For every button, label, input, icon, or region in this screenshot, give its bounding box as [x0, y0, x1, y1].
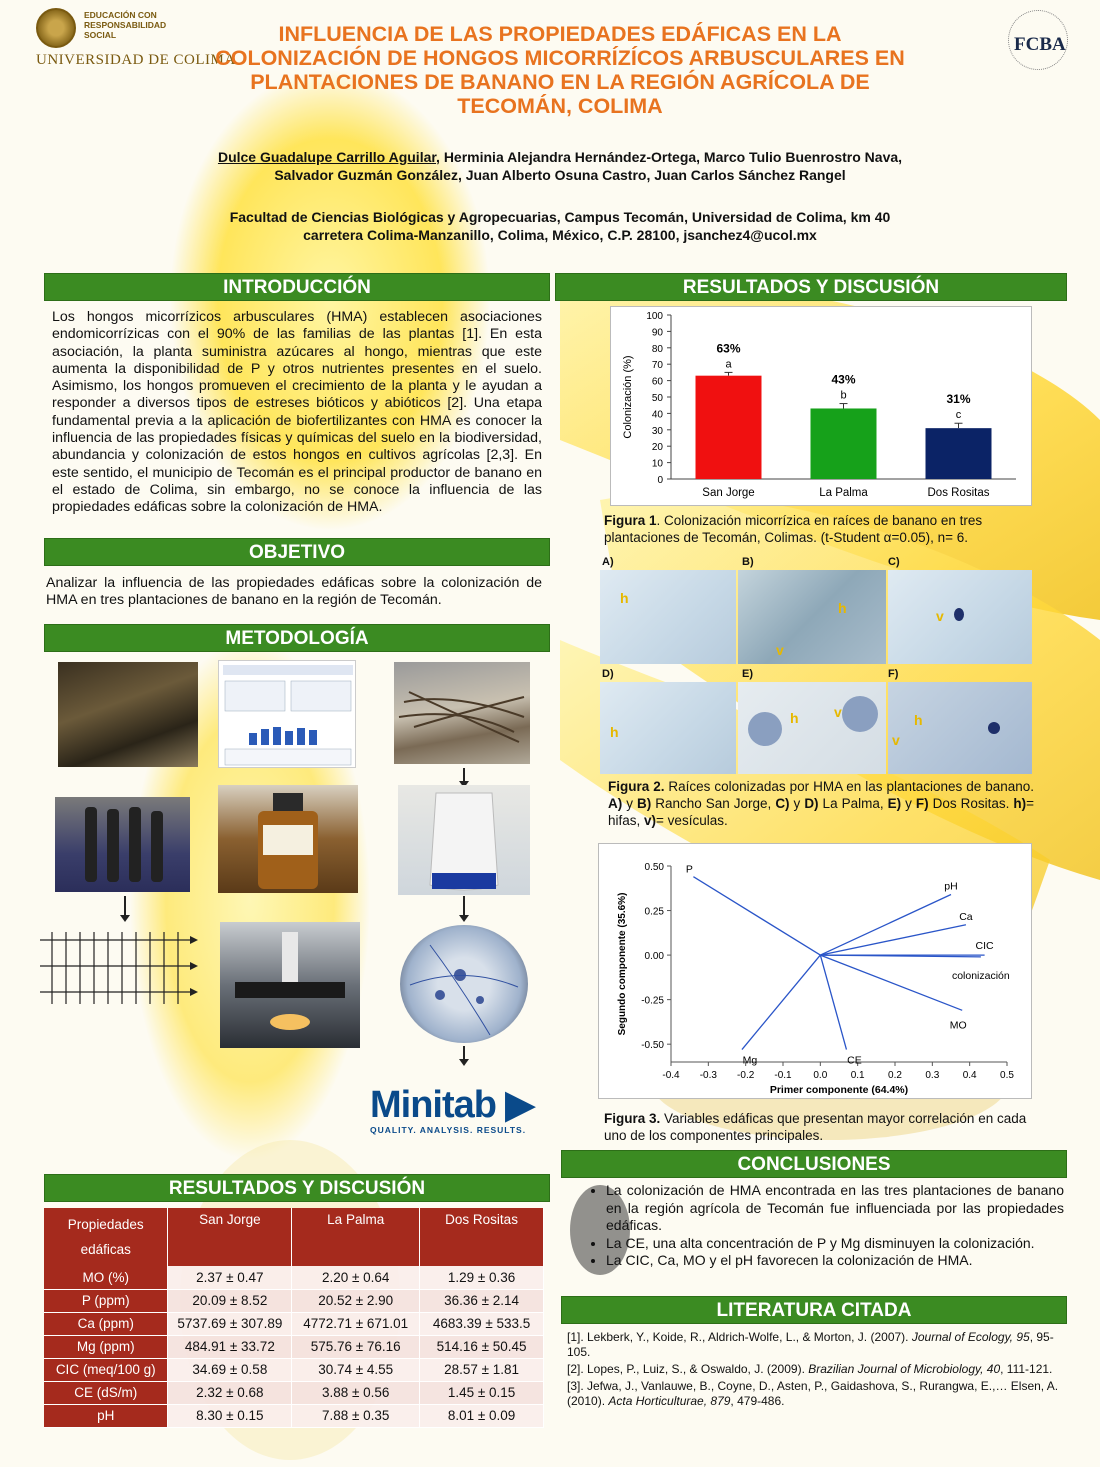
row-label: CIC (meq/100 g): [44, 1358, 168, 1381]
reference-item: [567, 1379, 1065, 1409]
cell-value: 514.16 ± 50.45: [420, 1335, 544, 1358]
cell-value: 2.20 ± 0.64: [292, 1266, 420, 1289]
reference-journal: Acta Horticulturae, 879: [608, 1394, 731, 1408]
y-tick-label: 0.25: [644, 906, 664, 918]
list-item: • La CE, una alta concentración de P y Mg disminuyen la colonización.: [606, 1235, 1064, 1253]
cell-value: 2.37 ± 0.47: [168, 1266, 292, 1289]
cell-value: 5737.69 ± 307.89: [168, 1312, 292, 1335]
caption-part: F): [915, 796, 929, 811]
x-tick-label: 0.4: [962, 1070, 977, 1081]
cell-value: 30.74 ± 4.55: [292, 1358, 420, 1381]
figure1-label: Figura 1: [604, 513, 657, 528]
logo-tagline: EDUCACIÓN CON RESPONSABILIDAD SOCIAL: [84, 10, 167, 40]
table-row: [44, 1358, 544, 1381]
y-tick-label: 60: [651, 376, 663, 388]
caption-part: C): [775, 796, 790, 811]
row-label: MO (%): [44, 1266, 168, 1289]
col-header-san-jorge: San Jorge: [168, 1208, 292, 1266]
vesicle-icon: [988, 722, 1000, 734]
figure1-bar-chart: [610, 306, 1032, 506]
soil-properties-table: [44, 1208, 544, 1428]
minitab-name: Minitab: [370, 1084, 496, 1126]
x-tick-label: Dos Rositas: [927, 487, 990, 499]
figure1-caption-text: . Colonización micorrízica en raíces de banano en tres plantaciones de Tecomán, Colimas. (t-Student α=0.05), n= 6.: [604, 513, 983, 545]
panel-label-f: F): [888, 668, 899, 680]
caption-part: v): [644, 813, 657, 828]
bar-chart-svg: [611, 307, 1031, 505]
grid-lines-icon: [40, 928, 200, 1010]
roots-icon: [394, 662, 530, 764]
list-item: • La colonización de HMA encontrada en las tres plantaciones de banano en la región agrícola de Tecomán fue influenciada por las propiedades edáficas.: [606, 1182, 1064, 1235]
reference-item: [567, 1330, 1065, 1360]
caption-part: Raíces colonizadas por HMA en las plantaciones de banano.: [664, 779, 1034, 794]
results-right-heading: RESULTADOS Y DISCUSIÓN: [555, 273, 1067, 301]
university-seal-icon: [36, 8, 76, 48]
list-item: • La CIC, Ca, MO y el pH favorecen la colonización de HMA.: [606, 1252, 1064, 1270]
pca-chart-svg: [599, 844, 1031, 1098]
vector-label: Mg: [742, 1054, 758, 1067]
figure2-label: Figura 2.: [608, 779, 665, 794]
cell-value: 2.32 ± 0.68: [168, 1381, 292, 1404]
caption-part: y: [622, 796, 637, 811]
y-axis-label: Segundo componente (35.6%): [617, 892, 628, 1036]
reference-authors: [2]. Lopes, P., Luiz, S., & Oswaldo, J. (2009).: [567, 1362, 809, 1376]
y-tick-label: 50: [651, 393, 663, 404]
y-tick-label: 0.50: [644, 862, 664, 873]
panel-label-d: D): [602, 668, 614, 680]
vesicle-marker: v: [834, 704, 842, 720]
table-row: [44, 1312, 544, 1335]
universidad-colima-logo: [36, 8, 236, 70]
data-label: 63%: [716, 341, 741, 356]
vesicle-marker: v: [776, 642, 784, 658]
caption-part: y: [789, 796, 805, 811]
minitab-logo: [370, 1085, 550, 1140]
minitab-arrow-icon: ▶: [495, 1084, 534, 1126]
roots-sample-photo: [394, 662, 530, 764]
reference-authors: [3]. Jefwa, J., Vanlauwe, B., Coyne, D., Asten, P., Gaidashova, S., Rurangwa, E.,… Elsen, A. (2010).: [567, 1379, 1059, 1408]
row-label: P (ppm): [44, 1289, 168, 1312]
micrograph-f: [888, 682, 1032, 774]
cell-value: 1.45 ± 0.15: [420, 1381, 544, 1404]
loading-vector: [820, 925, 966, 955]
row-label: pH: [44, 1404, 168, 1427]
vesicle-marker: v: [892, 732, 900, 748]
y-tick-label: 100: [646, 311, 663, 322]
loading-vector: [693, 877, 820, 955]
cell-value: 4683.39 ± 533.5: [420, 1312, 544, 1335]
arrow-down-icon: [124, 896, 126, 916]
poster-title: INFLUENCIA DE LAS PROPIEDADES EDÁFICAS EN LA COLONIZACIÓN DE HONGOS MICORRÍZÍCOS ARBUSCULARES EN PLANTACIONES DE BANANO EN LA REGIÓN AGRÍCOLA DE TECOMÁN, COLIMA: [215, 22, 905, 118]
caption-part: h): [1013, 796, 1027, 811]
reference-journal: Journal of Ecology, 95: [911, 1330, 1030, 1344]
y-tick-label: 30: [651, 425, 663, 437]
caption-part: = vesículas.: [656, 813, 728, 828]
x-tick-label: San Jorge: [702, 487, 755, 499]
bottle-icon: [218, 785, 358, 893]
vector-label: CE: [847, 1054, 862, 1067]
caption-part: La Palma,: [818, 796, 888, 811]
significance-letter: a: [725, 358, 732, 371]
x-tick-label: -0.2: [737, 1070, 755, 1081]
row-label: Ca (ppm): [44, 1312, 168, 1335]
y-tick-label: 70: [651, 360, 663, 372]
vesicle-icon: [954, 608, 964, 621]
intro-text: Los hongos micorrízicos arbusculares (HMA) establecen asociaciones endomicorrízicas con el 90% de las familias de las plantas [1]. En esta asociación, la planta suministra azúcares al hongo, mientras que este aumenta la disponibilidad de P y otros nutrientes presentes en el suelo. Asimismo, los hongos promueven el crecimiento de la planta y le ayudan a responder a diversos tipos de estreses bióticos y abióticos [2]. Una etapa fundamental previa a la aplicación de biofertilizantes con HMA es conocer la influencia de las propiedades físicas y químicas del suelo en la biodiversidad, abundancia y colonización de estos hongos en cultivos agrícolas [2,3]. En este sentido, el municipio de Tecomán es el principal productor de banano en el estado de Colima, sin embargo, no se conoce la influencia de las propiedades edáficas sobre la colonización de HMA.: [52, 309, 542, 516]
micrograph-d: [600, 682, 736, 774]
vector-label: P: [685, 863, 693, 876]
col-header-dos-rositas: Dos Rositas: [420, 1208, 544, 1266]
caption-part: = hifas,: [608, 796, 1034, 828]
reference-item: [567, 1362, 1065, 1377]
data-label: 31%: [946, 392, 971, 407]
reference-pages: , 479-486.: [730, 1394, 785, 1408]
data-label: 43%: [831, 372, 856, 387]
figure3-caption: [604, 1110, 1032, 1144]
intro-heading: INTRODUCCIÓN: [44, 273, 550, 301]
arrow-down-icon: [463, 1046, 465, 1060]
cell-value: 20.52 ± 2.90: [292, 1289, 420, 1312]
falcon-tube-photo: [398, 785, 530, 895]
micrograph-b: [738, 570, 886, 664]
micrograph-a: [600, 570, 736, 664]
references-list: [567, 1330, 1065, 1411]
x-tick-label: 0.2: [888, 1070, 902, 1081]
loading-vector: [820, 955, 962, 1010]
col-header-properties: Propiedades edáficas: [44, 1208, 168, 1266]
vesicle-icon: [748, 712, 782, 746]
row-label: CE (dS/m): [44, 1381, 168, 1404]
hyphae-marker: h: [790, 710, 799, 726]
hyphae-marker: h: [838, 600, 847, 616]
x-tick-label: 0.5: [1000, 1070, 1014, 1081]
table-row: [44, 1266, 544, 1289]
other-authors: , Herminia Alejandra Hernández-Ortega, Marco Tulio Buenrostro Nava, Salvador Guzmán González, Juan Alberto Osuna Castro, Juan Carlos Sánchez Rangel: [274, 149, 903, 183]
caption-part: Rancho San Jorge,: [651, 796, 776, 811]
vector-label: colonización: [951, 969, 1010, 982]
cell-value: 4772.71 ± 671.01: [292, 1312, 420, 1335]
table-row: [44, 1381, 544, 1404]
references-heading: LITERATURA CITADA: [561, 1296, 1067, 1324]
field-sampling-photo: [58, 662, 198, 767]
micrograph-e: [738, 682, 886, 774]
y-tick-label: 0: [657, 475, 663, 486]
panel-label-a: A): [602, 556, 614, 568]
cell-value: 36.36 ± 2.14: [420, 1289, 544, 1312]
bar: [811, 408, 877, 479]
vesicle-marker: v: [936, 608, 944, 624]
vector-label: CIC: [975, 940, 994, 953]
figure2-caption: [608, 778, 1034, 829]
y-tick-label: -0.25: [641, 995, 664, 1007]
vesicles-icon: [400, 925, 528, 1043]
cell-value: 8.01 ± 0.09: [420, 1404, 544, 1427]
significance-letter: c: [955, 409, 962, 422]
cell-value: 34.69 ± 0.58: [168, 1358, 292, 1381]
caption-part: Dos Rositas.: [928, 796, 1014, 811]
microscope-view-photo: [400, 925, 528, 1043]
methods-heading: METODOLOGÍA: [44, 624, 550, 652]
col-header-la-palma: La Palma: [292, 1208, 420, 1266]
cell-value: 28.57 ± 1.81: [420, 1358, 544, 1381]
arrow-down-icon: [463, 768, 465, 782]
caption-part: y: [901, 796, 916, 811]
micrograph-c: [888, 570, 1032, 664]
table-row: [44, 1335, 544, 1358]
loading-vector: [820, 895, 951, 956]
loading-vector: [820, 955, 846, 1049]
bar: [926, 428, 992, 479]
bar: [696, 376, 762, 479]
x-tick-label: 0.1: [850, 1070, 865, 1081]
reference-journal: Brazilian Journal of Microbiology, 40: [808, 1362, 1001, 1376]
results-left-heading: RESULTADOS Y DISCUSIÓN: [44, 1174, 550, 1202]
fcba-logo-text: FCBA: [1014, 34, 1066, 55]
reference-authors: [1]. Lekberk, Y., Koide, R., Aldrich-Wolfe, L., & Morton, J. (2007).: [567, 1330, 912, 1344]
soil-tubes-photo: [55, 797, 190, 892]
arrow-down-icon: [463, 896, 465, 916]
x-tick-label: -0.1: [774, 1070, 792, 1081]
cell-value: 484.91 ± 33.72: [168, 1335, 292, 1358]
lab-report-image: [218, 660, 356, 768]
reference-pages: , 95-105.: [567, 1330, 1054, 1359]
table-row: [44, 1404, 544, 1427]
y-axis-label: Colonización (%): [622, 355, 634, 439]
vesicle-icon: [842, 696, 878, 732]
panel-label-e: E): [742, 668, 753, 680]
x-tick-label: -0.4: [662, 1070, 680, 1081]
panel-label-b: B): [742, 556, 754, 568]
figure3-caption-text: Variables edáficas que presentan mayor correlación en cada uno de los componentes principales.: [604, 1111, 1027, 1143]
falcon-tube-icon: [398, 785, 530, 895]
loading-vector: [742, 955, 820, 1049]
objective-text: Analizar la influencia de las propiedades edáficas sobre la colonización de HMA en tres plantaciones de banano en la región de Tecomán.: [46, 575, 542, 609]
x-axis-label: Primer componente (64.4%): [769, 1084, 909, 1096]
vector-label: Ca: [959, 910, 973, 923]
figure1-caption: [604, 512, 1034, 546]
row-label: Mg (ppm): [44, 1335, 168, 1358]
vector-label: pH: [944, 880, 958, 893]
y-tick-label: 90: [651, 327, 663, 339]
reference-pages: , 111-121.: [1000, 1362, 1053, 1376]
y-tick-label: 20: [651, 442, 663, 454]
objective-heading: OBJETIVO: [44, 538, 550, 566]
cell-value: 20.09 ± 8.52: [168, 1289, 292, 1312]
microscope-photo: [220, 922, 360, 1048]
tubes-icon: [55, 797, 190, 892]
cell-value: 8.30 ± 0.15: [168, 1404, 292, 1427]
cell-value: 3.88 ± 0.56: [292, 1381, 420, 1404]
figure3-pca-biplot: [598, 843, 1032, 1099]
x-tick-label: -0.3: [699, 1070, 717, 1081]
grid-intersect-diagram: [40, 928, 200, 1010]
hyphae-marker: h: [620, 590, 629, 606]
logo-university-name: UNIVERSIDAD DE COLIMA: [36, 52, 236, 68]
minitab-tagline: QUALITY. ANALYSIS. RESULTS.: [370, 1125, 527, 1135]
caption-part: A): [608, 796, 623, 811]
hyphae-marker: h: [914, 712, 923, 728]
y-tick-label: 80: [651, 343, 663, 355]
y-tick-label: 40: [651, 409, 663, 421]
first-author: Dulce Guadalupe Carrillo Aguilar: [217, 149, 437, 165]
cell-value: 7.88 ± 0.35: [292, 1404, 420, 1427]
x-tick-label: 0.3: [925, 1070, 940, 1081]
caption-part: E): [887, 796, 902, 811]
vector-label: MO: [949, 1019, 967, 1032]
affiliation: Facultad de Ciencias Biológicas y Agropecuarias, Campus Tecomán, Universidad de Colima, km 40 carretera Colima-Manzanillo, Colima, México, C.P. 28100, jsanchez4@ucol.mx: [229, 209, 891, 243]
lab-report-table-icon: [219, 661, 356, 768]
x-tick-label: 0.0: [813, 1070, 828, 1081]
y-tick-label: 0.00: [644, 951, 664, 963]
fcba-logo: [996, 10, 1088, 70]
conclusions-heading: CONCLUSIONES: [561, 1150, 1067, 1178]
x-tick-label: La Palma: [819, 487, 868, 499]
microscope-icon: [220, 922, 360, 1048]
panel-label-c: C): [888, 556, 900, 568]
caption-part: B): [637, 796, 652, 811]
y-tick-label: -0.50: [641, 1040, 664, 1052]
y-tick-label: 10: [651, 458, 663, 470]
reagent-bottle-photo: [218, 785, 358, 893]
authors: [200, 148, 920, 184]
caption-part: D): [804, 796, 819, 811]
figure3-label: Figura 3.: [604, 1111, 661, 1126]
significance-letter: b: [840, 389, 847, 402]
table-row: [44, 1289, 544, 1312]
cell-value: 575.76 ± 76.16: [292, 1335, 420, 1358]
hyphae-marker: h: [610, 724, 619, 740]
cell-value: 1.29 ± 0.36: [420, 1266, 544, 1289]
conclusions-list: [588, 1182, 1064, 1270]
